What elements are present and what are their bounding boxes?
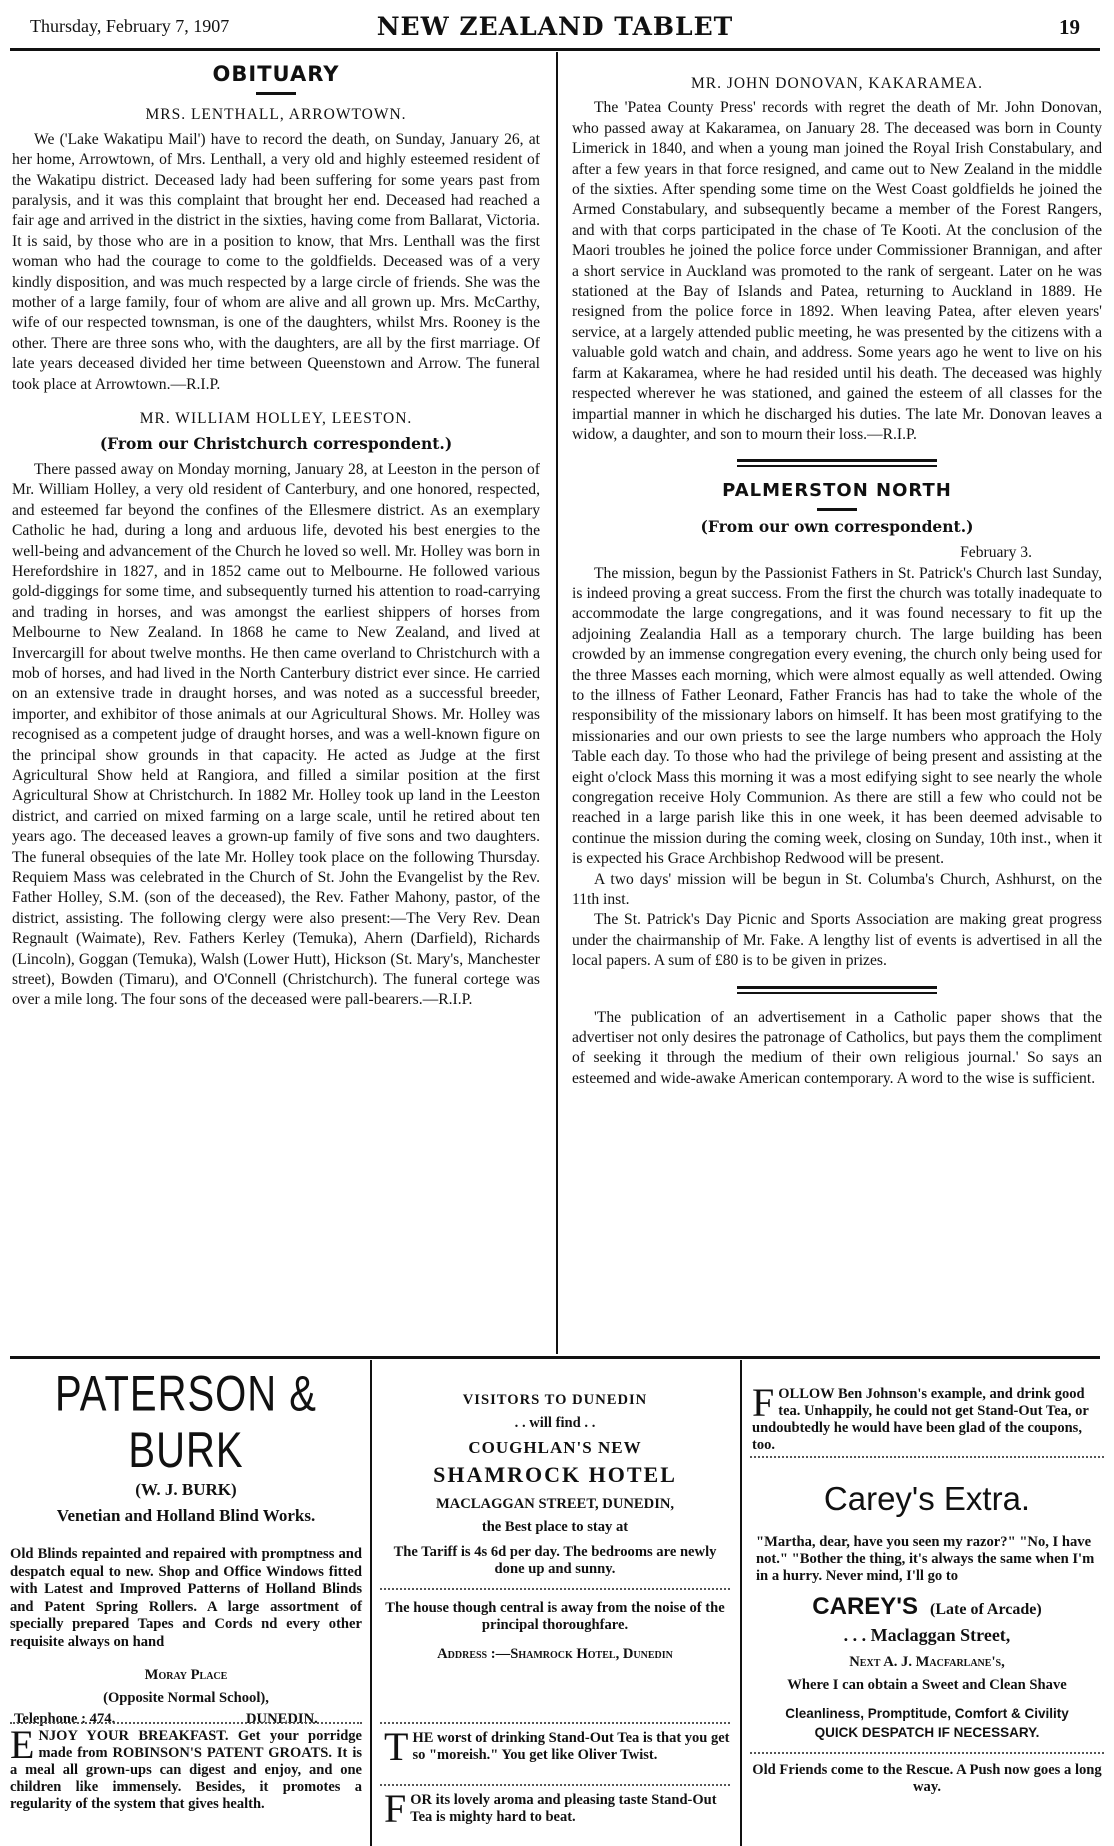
ad-city: DUNEDIN. — [246, 1711, 318, 1727]
ad-opposite: (Opposite Normal School), — [103, 1690, 269, 1706]
title-rule — [817, 508, 857, 511]
ad-street: . . . Maclaggan Street, — [843, 1625, 1011, 1645]
page-header — [30, 12, 1080, 42]
right-column — [572, 70, 1102, 1089]
section-divider — [737, 459, 937, 467]
ad-text: HE worst of drinking Stand-Out Tea is that you get so "moreish." You get like Oliver Twist. — [412, 1730, 730, 1763]
ad-shamrock-hotel — [380, 1392, 730, 1663]
ad-standout-tea-1 — [384, 1724, 730, 1769]
ad-separator — [750, 1752, 1104, 1754]
ad-separator — [380, 1784, 730, 1786]
ad-body: Old Blinds repainted and repaired with promptness and despatch equal to new. Shop and Office Windows fitted with Latest and Improved Patterns of Holland Blinds and Patent Spring Rollers. A large assortment of specially prepared Tapes and Cords nd every other requisite always on hand — [10, 1546, 362, 1650]
ad-separator — [750, 1456, 1104, 1458]
ad-text: NJOY YOUR BREAKFAST. Get your porridge made from ROBINSON'S PATENT GROATS. It is a meal all grown-ups can digest and enjoy, and one children like immensely. Besides, it promotes a regularity of the system that gives health. — [10, 1728, 362, 1812]
article-paragraph: The St. Patrick's Day Picnic and Sports Association are making great progress under the chairmanship of Mr. Fake. A lengthy list of events is advertised in all the local papers. A sum of £80 is to be given in prizes. — [572, 911, 1102, 970]
dateline: February 3. — [960, 544, 1032, 562]
ad-where: Where I can obtain a Sweet and Clean Shave — [787, 1677, 1067, 1693]
ads-rule — [10, 1356, 1100, 1359]
ad-contact-line — [10, 1711, 362, 1729]
left-column — [12, 58, 540, 1011]
ad-next: Next A. J. Macfarlane's, — [849, 1654, 1005, 1670]
ad-divider — [740, 1360, 742, 1846]
ad-line: VISITORS TO DUNEDIN — [462, 1392, 648, 1408]
ad-name: CAREY'S — [812, 1593, 919, 1620]
publication-quote: 'The publication of an advertisement in a Catholic paper shows that the advertiser not only desires the patronage of Catholics, but pays them the compliment of seeking it through the medium of their own religious journal.' So says an esteemed and wide-awake American contemporary. A word to the wise is sufficient. — [572, 1008, 1102, 1087]
ad-text: OLLOW Ben Johnson's example, and drink good tea. Unhappily, he could not get Stand-Out Tea, or undoubtedly he would have been glad of the coupons, too. — [752, 1386, 1089, 1453]
ad-ben-johnson — [752, 1380, 1104, 1454]
article-body-holley: There passed away on Monday morning, January 28, at Leeston in the person of Mr. William Holley, a very old resident of Canterbury, and one honored, respected, and esteemed far beyond the confines of the Ellesmere district. As an exemplary Catholic he had, during a long and arduous life, devoted his best energies to the well-being and advancement of the Church he loved so well. Mr. Holley was born in Herefordshire in 1827, and in 1852 came out to Melbourne. He followed various gold-diggings for some time, and subsequently turned his attention to road-carrying and trading in horses, and was amongst the earliest shippers of horses from Melbourne to New Zealand. In 1868 he came to New Zealand, and lived at Invercargill for about twelve months. He then came overland to Christchurch with a mob of horses, and had lived in the North Canterbury district ever since. He carried on an extensive trade in draught horses, and was noted as a successful breeder, importer, and exhibitor of those animals at our Agricultural Shows. Mr. Holley was recognised as a competent judge of draught horses, and was a well-known figure on the principal show grounds in that capacity. He acted as Judge at the first Agricultural Show held at Rangiora, and filled a similar position at the first Agricultural Show at Christchurch. In 1882 Mr. Holley took up land in the Leeston district, and carried on mixed farming on a large scale, until he retired about ten years ago. The deceased leaves a grown-up family of five sons and two daughters. The funeral obsequies of the late Mr. Holley took place on the following Thursday. Requiem Mass was celebrated in the Church of St. John the Evangelist by the Rev. Father Holley, S.M. (son of the deceased), the Rev. Father Mahony, pastor, of the district, assisting. The following clergy were also present:—The Very Rev. Dean Regnault (Waimate), Rev. Fathers Kerley (Temuka), Ahern (Darfield), Richards (Lincoln), Goggan (Temuka), Walsh (Lower Hutt), Hickson (St. Mary's, Manchester street), Bowden (Timaru), and O'Connell (Christchurch). The funeral cortege was over a mile long. The four sons of the deceased were pall-bearers.—R.I.P. — [12, 460, 540, 1009]
ad-careys — [750, 1480, 1104, 1796]
title-rule — [256, 92, 296, 95]
ad-late: (Late of Arcade) — [930, 1601, 1042, 1618]
ad-dialogue: "Martha, dear, have you seen my razor?" "No, I have not." "Bother the thing, it's always the same when I'm in a hurry. Never mind, I'll go to — [756, 1534, 1095, 1584]
ad-line: The Tariff is 4s 6d per day. The bedrooms are newly done up and sunny. — [393, 1544, 717, 1577]
ad-place: Moray Place — [144, 1667, 228, 1683]
ad-rescue: Old Friends come to the Rescue. A Push now goes a long way. — [752, 1762, 1102, 1795]
ad-title: PATERSON & BURK — [55, 1366, 317, 1478]
article-body-donovan: The 'Patea County Press' records with regret the death of Mr. John Donovan, who passed away at Kakaramea, on January 28. The deceased was born in County Limerick in 1840, and when a young man joined the Royal Irish Constabulary, and after a few years in that force resigned, and came out to New Zealand in the middle of the sixties. After spending some time on the West Coast goldfields he joined the Armed Constabulary, and subsequently became a member of the Forest Rangers, and with that corps participated in the chase of Te Kooti. At the conclusion of the Maori troubles he joined the police force under Commissioner Brannigan, and after a short service in Auckland was promoted to the rank of sergeant. Later on he was stationed at the Bay of Islands and Patea, returning to Auckland in 1889. He resigned from the police force in 1892. When leaving Patea, after eleven years' service, at a largely attended public meeting, he was presented by the citizens with a valuable gold watch and chain, and address. Some years ago he went to live on his farm at Kakaramea, where he had resided until his death. The deceased was highly respected wherever he was stationed, and gained the esteem of all classes for the impartial manner in which he discharged his duties. The late Mr. Donovan leaves a widow, a daughter, and son to mourn their loss.—R.I.P. — [572, 99, 1102, 443]
ad-name-line — [750, 1593, 1104, 1621]
ad-separator — [380, 1722, 730, 1724]
section-title-obituary: OBITUARY — [212, 62, 340, 86]
ad-motto: Cleanliness, Promptitude, Comfort & Civility — [785, 1706, 1069, 1721]
issue-date: Thursday, February 7, 1907 — [30, 16, 230, 36]
drop-cap: F — [384, 1786, 407, 1831]
ad-line: The house though central is away from the noise of the principal thoroughfare. — [385, 1600, 725, 1633]
ad-line: the Best place to stay at — [481, 1519, 629, 1535]
article-body-lenthall: We ('Lake Wakatipu Mail') have to record the death, on Sunday, January 26, at her home, Arrowtown, of Mrs. Lenthall, a very old and highly esteemed resident of the Wakatipu district. Deceased lady had been suffering for some years past from paralysis, and it was this complaint that brought her end. Deceased had reached a fair age and arrived in the district in the sixties, having come from Ballarat, Victoria. It is said, by those who are in a position to know, that Mrs. Lenthall was the first woman who had the courage to come to the goldfields. Deceased was of a very kindly disposition, and was much respected by a large circle of friends. She was the mother of a large family, four of whom are alive and all grown up. Mrs. McCarthy, wife of our respected townsman, is one of the daughters, whilst Mrs. Rooney is the other. There are three sons who, with the daughters, are all by the first marriage. Of late years deceased divided her time between Queenstown and Arrow. The funeral took place at Arrowtown.—R.I.P. — [12, 130, 540, 393]
ad-hotel-name: SHAMROCK HOTEL — [433, 1462, 677, 1487]
ad-address: Address :—Shamrock Hotel, Dunedin — [437, 1646, 673, 1662]
ad-line: MACLAGGAN STREET, DUNEDIN, — [435, 1496, 675, 1512]
correspondent-line: (From our own correspondent.) — [700, 516, 974, 536]
article-paragraph: The mission, begun by the Passionist Fathers in St. Patrick's Church last Sunday, is indeed proving a great success. From the first the church was totally inadequate to accommodate the large congregations, and it was found necessary to fit up the adjoining Zealandia Hall as a temporary church. The large building has been crowded by an immense congregation every evening, the church only being used for the three Masses each morning, which were almost equally as well attended. Owing to the illness of Father Leonard, Father Francis has had to take the whole of the responsibility of the missionary labors on himself. It has been most gratifying to the missionaries and our own priests to see the large numbers who approach the Holy Table each day. To those who had the privilege of being present and assisting at the eight o'clock Mass this morning it was a most edifying sight to see nearly the whole congregation receive Holy Communion. As there are still a few who could not be reached in a large parish like this in one week, it has been deemed advisable to continue the mission during the coming week, closing on Sunday, 10th inst., when it is expected his Grace Archbishop Redwood will be present. — [572, 564, 1102, 868]
section-divider — [737, 986, 937, 994]
ad-paterson-burk — [10, 1368, 362, 1729]
masthead: NEW ZEALAND TABLET — [376, 12, 734, 41]
ad-line: . . will find . . — [514, 1415, 596, 1431]
section-title-palmerston: PALMERSTON NORTH — [722, 480, 952, 502]
ad-divider — [370, 1360, 372, 1846]
ad-trade: Venetian and Holland Blind Works. — [56, 1506, 316, 1525]
ad-robinson — [10, 1722, 362, 1813]
ad-separator — [380, 1588, 730, 1590]
ad-separator — [10, 1722, 362, 1724]
page-number: 19 — [1059, 15, 1080, 39]
article-paragraph: A two days' mission will be begun in St. Columba's Church, Ashhurst, on the 11th inst. — [572, 870, 1102, 909]
column-divider — [556, 52, 558, 1354]
drop-cap: F — [752, 1380, 775, 1425]
header-rule — [10, 48, 1100, 51]
article-title-lenthall: MRS. LENTHALL, ARROWTOWN. — [145, 106, 407, 124]
ad-standout-tea-2 — [384, 1786, 730, 1831]
ad-text: OR its lovely aroma and pleasing taste Stand-Out Tea is mighty hard to beat. — [410, 1792, 717, 1825]
ad-line: COUGHLAN'S NEW — [468, 1438, 642, 1457]
drop-cap: E — [10, 1722, 35, 1767]
ad-subtitle: (W. J. BURK) — [135, 1480, 237, 1499]
correspondent-line: (From our Christchurch correspondent.) — [99, 433, 453, 453]
drop-cap: T — [384, 1724, 409, 1769]
article-title-holley: MR. WILLIAM HOLLEY, LEESTON. — [139, 410, 413, 428]
ad-title: Carey's Extra. — [823, 1480, 1031, 1517]
article-title-donovan: MR. JOHN DONOVAN, KAKARAMEA. — [690, 75, 984, 92]
ad-telephone: Telephone : 474. — [14, 1711, 116, 1727]
ad-quick: QUICK DESPATCH IF NECESSARY. — [814, 1725, 1040, 1740]
